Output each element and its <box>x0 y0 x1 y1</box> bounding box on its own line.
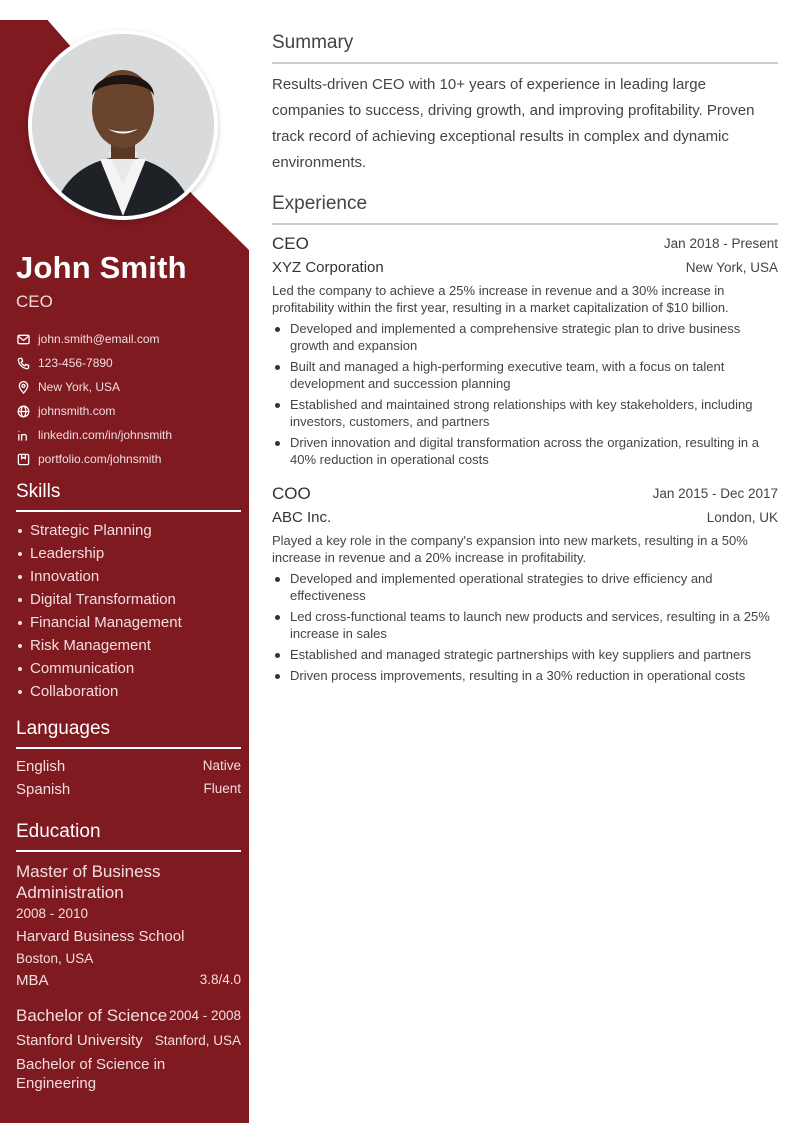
education-field-row <box>16 972 241 989</box>
skill-item: Communication <box>16 657 241 680</box>
skill-item: Innovation <box>16 565 241 588</box>
job-title: CEO <box>272 234 309 253</box>
contact-website[interactable] <box>16 399 241 423</box>
summary-heading: Summary <box>272 32 778 64</box>
contact-phone-text: 123-456-7890 <box>38 356 113 370</box>
job-dates: Jan 2015 - Dec 2017 <box>652 486 778 501</box>
contact-email[interactable] <box>16 327 241 351</box>
job-bullet: Built and managed a high-performing executive team, with a focus on talent development and succession planning <box>272 358 778 392</box>
education-school: Stanford University <box>16 1032 143 1049</box>
globe-icon <box>16 404 31 419</box>
contact-location-text: New York, USA <box>38 380 121 394</box>
language-row <box>16 758 241 775</box>
job-company: ABC Inc. <box>272 509 332 526</box>
contact-list <box>16 327 241 471</box>
phone-icon <box>16 356 31 371</box>
job-location: London, UK <box>706 510 778 525</box>
education-location: Stanford, USA <box>154 1033 241 1048</box>
skill-item: Leadership <box>16 542 241 565</box>
skill-item: Digital Transformation <box>16 588 241 611</box>
skills-heading: Skills <box>16 481 241 512</box>
sidebar <box>0 0 249 1123</box>
education-school-row <box>16 1032 241 1049</box>
skill-item: Risk Management <box>16 634 241 657</box>
job-bullet: Developed and implemented operational strategies to drive efficiency and effectiveness <box>272 570 778 604</box>
experience-heading: Experience <box>272 193 778 225</box>
education-degree: Master of Business Administration <box>16 862 161 902</box>
education-degree-row <box>16 1006 241 1026</box>
contact-email-text: john.smith@email.com <box>38 332 160 346</box>
linkedin-icon <box>16 428 31 443</box>
language-row <box>16 781 241 798</box>
contact-location <box>16 375 241 399</box>
job-dates: Jan 2018 - Present <box>663 236 778 251</box>
job-bullet: Established and maintained strong relationships with key stakeholders, including investors, customers, and partners <box>272 396 778 430</box>
candidate-title: CEO <box>16 292 53 311</box>
contact-linkedin-text: linkedin.com/in/johnsmith <box>38 428 173 442</box>
job-bullet-list <box>272 320 778 472</box>
job-bullet-list <box>272 570 778 688</box>
education-school: Harvard Business School <box>16 928 185 945</box>
summary-text: Results-driven CEO with 10+ years of experience in leading large companies to success, driving growth, and improving profitability. Proven track record of achieving exceptional results in complex and dynamic environments. <box>272 76 755 171</box>
job-description: Led the company to achieve a 25% increase in revenue and a 30% increase in profitability within the first year, resulting in a market capitalization of $10 billion. <box>272 283 729 315</box>
job-company: XYZ Corporation <box>272 259 384 276</box>
skill-item: Strategic Planning <box>16 519 241 542</box>
contact-portfolio-text: portfolio.com/johnsmith <box>38 452 162 466</box>
contact-portfolio[interactable] <box>16 447 241 471</box>
candidate-name: John Smith <box>16 250 187 285</box>
education-years: 2008 - 2010 <box>16 906 89 921</box>
job-location: New York, USA <box>685 260 778 275</box>
location-icon <box>16 380 31 395</box>
job-bullet: Led cross-functional teams to launch new products and services, resulting in a 25% increase in sales <box>272 608 778 642</box>
language-name: English <box>16 758 66 775</box>
education-degree: Bachelor of Science <box>16 1006 168 1025</box>
education-heading: Education <box>16 821 241 852</box>
job-bullet: Driven innovation and digital transformation across the organization, resulting in a 40% reduction in operational costs <box>272 434 778 468</box>
job-title: COO <box>272 484 311 503</box>
language-name: Spanish <box>16 781 71 798</box>
education-field: Bachelor of Science in Engineering <box>16 1056 166 1092</box>
contact-linkedin[interactable] <box>16 423 241 447</box>
job-description: Played a key role in the company's expansion into new markets, resulting in a 50% increase in revenue and a 20% increase in profitability. <box>272 533 748 565</box>
job-bullet: Established and managed strategic partnerships with key suppliers and partners <box>272 646 778 663</box>
contact-website-text: johnsmith.com <box>38 404 116 418</box>
job-bullet: Driven process improvements, resulting in a 30% reduction in operational costs <box>272 667 778 684</box>
languages-heading: Languages <box>16 718 241 749</box>
skills-list <box>16 519 241 703</box>
education-field: MBA <box>16 972 49 989</box>
profile-photo-frame <box>28 30 218 220</box>
email-icon <box>16 332 31 347</box>
contact-phone[interactable] <box>16 351 241 375</box>
education-years: 2004 - 2008 <box>168 1008 241 1023</box>
education-location: Boston, USA <box>16 951 94 966</box>
education-gpa: 3.8/4.0 <box>199 972 241 987</box>
skill-item: Collaboration <box>16 680 241 703</box>
language-level: Fluent <box>203 781 241 796</box>
portfolio-icon <box>16 452 31 467</box>
profile-photo <box>32 34 214 216</box>
language-level: Native <box>202 758 241 773</box>
job-bullet: Developed and implemented a comprehensive strategic plan to drive business growth and expansion <box>272 320 778 354</box>
skill-item: Financial Management <box>16 611 241 634</box>
